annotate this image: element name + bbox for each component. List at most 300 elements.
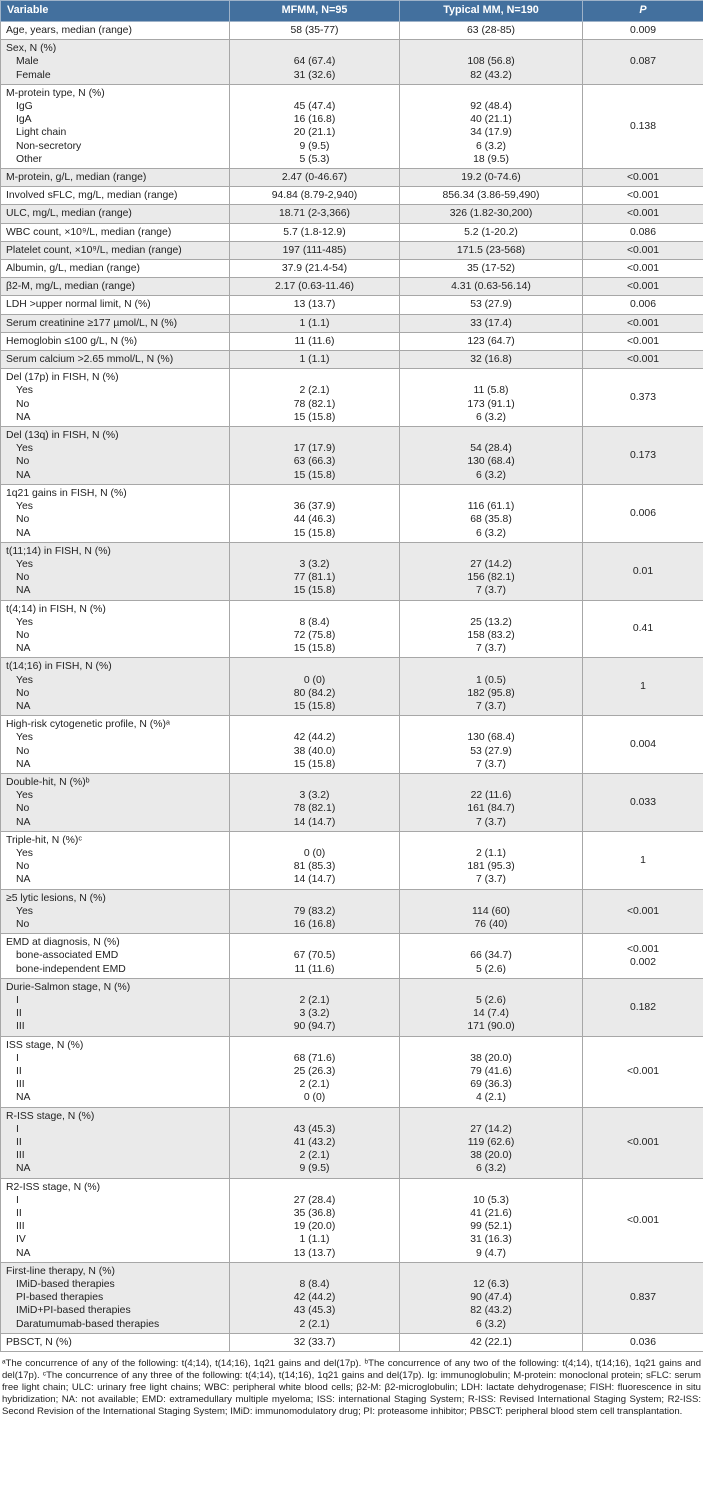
cell-value: 45 (47.4) — [293, 101, 336, 113]
typical-mm-cell — [400, 314, 583, 332]
column-header-p: P — [583, 1, 703, 22]
table-row — [1, 314, 703, 332]
cell-value: 25 (26.3) — [293, 1066, 336, 1078]
cell-value: 13 (13.7) — [293, 1247, 336, 1259]
typical-mm-cell — [400, 1178, 583, 1262]
spacer-line — [405, 371, 577, 384]
p-value: 0.009 — [629, 25, 656, 36]
spacer-line — [405, 42, 577, 55]
cell-value: 16 (16.8) — [293, 114, 336, 126]
cell-value: 38 (40.0) — [293, 745, 336, 757]
cell-value: 326 (1.82-30,200) — [449, 208, 533, 220]
mfmm-cell — [230, 1178, 400, 1262]
cell-value: 41 (21.6) — [470, 1208, 512, 1220]
spacer-line — [235, 1181, 394, 1194]
cell-value: 43 (45.3) — [293, 1123, 336, 1135]
variable-cell — [1, 934, 230, 979]
p-value-cell — [583, 1333, 703, 1351]
typical-mm-cell — [400, 205, 583, 223]
cell-value: 77 (81.1) — [293, 572, 336, 584]
cell-value: 3 (3.2) — [299, 1008, 330, 1020]
cell-value: 5.2 (1-20.2) — [464, 226, 518, 238]
cell-value: 12 (6.3) — [473, 1279, 509, 1291]
table-row — [1, 658, 703, 716]
variable-sub-item: Female — [16, 69, 51, 81]
variable-cell — [1, 1262, 230, 1333]
variable-label: ULC, mg/L, median (range) — [6, 208, 132, 220]
typical-mm-cell — [400, 773, 583, 831]
p-value: <0.001 — [626, 263, 660, 275]
variable-label: M-protein type, N (%) — [6, 87, 105, 99]
cell-value: 14 (14.7) — [293, 874, 336, 886]
table-row — [1, 187, 703, 205]
table-row — [1, 241, 703, 259]
cell-value: 20 (21.1) — [293, 127, 336, 139]
spacer-line — [235, 660, 394, 673]
spacer-line — [405, 1110, 577, 1123]
p-value: 0.006 — [629, 299, 656, 311]
cell-value: 2 (1.1) — [475, 847, 507, 859]
p-value: <0.001 — [626, 354, 660, 366]
variable-sub-item: Daratumumab-based therapies — [16, 1318, 160, 1330]
p-value: 0.006 — [629, 507, 656, 519]
p-value-cell — [583, 169, 703, 187]
variable-sub-item: Yes — [16, 501, 33, 513]
mfmm-cell — [230, 658, 400, 716]
cell-value: 54 (28.4) — [470, 443, 512, 455]
table-row — [1, 427, 703, 485]
mfmm-cell — [230, 169, 400, 187]
variable-sub-item: I — [16, 995, 19, 1006]
variable-cell — [1, 1107, 230, 1178]
typical-mm-cell — [400, 716, 583, 774]
cell-value: 171.5 (23-568) — [456, 244, 526, 256]
cell-value: 2.17 (0.63-11.46) — [275, 281, 354, 293]
variable-sub-item: No — [16, 803, 30, 815]
spacer-line — [405, 1181, 577, 1194]
cell-value: 63 (28-85) — [467, 25, 515, 36]
mfmm-cell — [230, 427, 400, 485]
typical-mm-cell — [400, 332, 583, 350]
cell-value: 18 (9.5) — [473, 153, 509, 165]
typical-mm-cell — [400, 427, 583, 485]
p-value: 0.837 — [629, 1292, 656, 1304]
table-row — [1, 260, 703, 278]
variable-sub-item: II — [16, 1008, 22, 1020]
cell-value: 15 (15.8) — [293, 700, 336, 712]
variable-label: Albumin, g/L, median (range) — [6, 263, 140, 275]
cell-value: 27 (14.2) — [470, 558, 512, 570]
typical-mm-cell — [400, 223, 583, 241]
mfmm-cell — [230, 600, 400, 658]
cell-value: 34 (17.9) — [470, 127, 512, 139]
p-value-cell — [583, 484, 703, 542]
variable-label: β2-M, mg/L, median (range) — [6, 281, 135, 293]
cell-value: 38 (20.0) — [470, 1150, 512, 1162]
cell-value: 66 (34.7) — [470, 950, 512, 962]
p-value: 0.033 — [629, 796, 656, 808]
variable-sub-item: No — [16, 398, 30, 410]
cell-value: 81 (85.3) — [293, 861, 336, 873]
cell-value: 79 (41.6) — [470, 1066, 512, 1078]
variable-sub-item: No — [16, 572, 30, 584]
variable-cell — [1, 1178, 230, 1262]
cell-value: 6 (3.2) — [475, 411, 507, 423]
cell-value: 8 (8.4) — [299, 1279, 330, 1291]
cell-value: 6 (3.2) — [475, 1318, 507, 1330]
variable-label: EMD at diagnosis, N (%) — [6, 937, 120, 949]
cell-value: 15 (15.8) — [293, 643, 336, 655]
variable-cell — [1, 351, 230, 369]
table-row — [1, 831, 703, 889]
cell-value: 7 (3.7) — [475, 700, 507, 712]
p-value: <0.001 — [626, 905, 660, 917]
spacer-line — [405, 487, 577, 500]
cell-value: 72 (75.8) — [293, 629, 336, 641]
variable-sub-item: NA — [16, 758, 31, 770]
spacer-line — [405, 660, 577, 673]
variable-sub-item: NA — [16, 527, 31, 539]
cell-value: 0 (0) — [303, 1092, 326, 1104]
spacer-line — [405, 776, 577, 789]
mfmm-cell — [230, 223, 400, 241]
p-value-cell — [583, 22, 703, 40]
variable-sub-item: No — [16, 687, 30, 699]
cell-value: 9 (9.5) — [299, 140, 330, 152]
cell-value: 5.7 (1.8-12.9) — [283, 226, 346, 238]
cell-value: 7 (3.7) — [475, 758, 507, 770]
variable-sub-item: Yes — [16, 732, 33, 744]
mfmm-cell — [230, 978, 400, 1036]
spacer-line — [235, 42, 394, 55]
typical-mm-cell — [400, 169, 583, 187]
mfmm-cell — [230, 241, 400, 259]
cell-value: 11 (11.6) — [294, 335, 335, 347]
cell-value: 4.31 (0.63-56.14) — [451, 281, 531, 293]
variable-label: Del (13q) in FISH, N (%) — [6, 430, 119, 442]
cell-value: 33 (17.4) — [470, 317, 512, 329]
typical-mm-cell — [400, 1333, 583, 1351]
cell-value: 161 (84.7) — [467, 803, 515, 815]
variable-sub-item: No — [16, 456, 30, 468]
typical-mm-cell — [400, 600, 583, 658]
p-value: 0.373 — [629, 392, 656, 404]
variable-label: ISS stage, N (%) — [6, 1039, 84, 1051]
spacer-line — [405, 834, 577, 847]
cell-value: 2.47 (0-46.67) — [281, 172, 348, 184]
table-row — [1, 978, 703, 1036]
variable-cell — [1, 369, 230, 427]
table-row — [1, 369, 703, 427]
cell-value: 1 (1.1) — [299, 317, 330, 329]
cell-value: 82 (43.2) — [470, 1305, 512, 1317]
cell-value: 18.71 (2-3,366) — [278, 208, 351, 220]
column-header-mfmm: MFMM, N=95 — [230, 1, 400, 22]
cell-value: 6 (3.2) — [475, 140, 507, 152]
p-value: <0.001 — [626, 1137, 660, 1149]
spacer-line — [235, 1110, 394, 1123]
variable-cell — [1, 1333, 230, 1351]
cell-value: 64 (67.4) — [293, 56, 336, 68]
cell-value: 158 (83.2) — [467, 629, 515, 641]
cell-value: 7 (3.7) — [475, 585, 507, 597]
p-value: 0.036 — [629, 1336, 656, 1348]
mfmm-cell — [230, 1262, 400, 1333]
cell-value: 15 (15.8) — [293, 469, 336, 481]
variable-sub-item: II — [16, 1137, 22, 1149]
p-value: 0.173 — [629, 449, 656, 461]
cell-value: 90 (94.7) — [293, 1021, 336, 1033]
variable-sub-item: IgA — [16, 114, 32, 126]
variable-sub-item: NA — [16, 585, 31, 597]
p-value: <0.001 — [626, 317, 660, 329]
table-row — [1, 223, 703, 241]
variable-cell — [1, 187, 230, 205]
variable-cell — [1, 658, 230, 716]
variable-sub-item: Yes — [16, 385, 33, 397]
typical-mm-cell — [400, 40, 583, 85]
spacer-line — [235, 545, 394, 558]
cell-value: 38 (20.0) — [470, 1052, 512, 1064]
variable-label: Del (17p) in FISH, N (%) — [6, 372, 119, 384]
mfmm-cell — [230, 296, 400, 314]
cell-value: 42 (44.2) — [293, 1292, 336, 1304]
typical-mm-cell — [400, 1262, 583, 1333]
variable-cell — [1, 205, 230, 223]
p-value-cell — [583, 332, 703, 350]
p-value: <0.001 — [626, 244, 660, 256]
cell-value: 10 (5.3) — [473, 1194, 509, 1206]
variable-sub-item: III — [16, 1079, 25, 1091]
cell-value: 2 (2.1) — [299, 385, 330, 397]
cell-value: 14 (14.7) — [293, 816, 336, 828]
cell-value: 13 (13.7) — [293, 299, 336, 311]
typical-mm-cell — [400, 542, 583, 600]
cell-value: 182 (95.8) — [467, 687, 515, 699]
mfmm-cell — [230, 484, 400, 542]
variable-label: Serum creatinine ≥177 µmol/L, N (%) — [6, 317, 178, 329]
p-value-cell — [583, 658, 703, 716]
variable-label: First-line therapy, N (%) — [6, 1265, 115, 1277]
table-row — [1, 278, 703, 296]
p-value: <0.001 — [626, 943, 660, 955]
variable-sub-item: NA — [16, 411, 31, 423]
variable-label: R-ISS stage, N (%) — [6, 1110, 95, 1122]
typical-mm-cell — [400, 84, 583, 168]
variable-sub-item: III — [16, 1221, 25, 1233]
column-header-variable: Variable — [1, 1, 230, 22]
p-value: 0.182 — [629, 1001, 656, 1013]
spacer-line — [235, 776, 394, 789]
cell-value: 114 (60) — [472, 905, 510, 917]
variable-label: M-protein, g/L, median (range) — [6, 172, 147, 184]
spacer-line — [235, 834, 394, 847]
variable-sub-item: PI-based therapies — [16, 1292, 104, 1304]
cell-value: 42 (22.1) — [470, 1336, 512, 1348]
variable-sub-item: NA — [16, 469, 31, 481]
spacer-line — [235, 87, 394, 100]
table-row — [1, 332, 703, 350]
p-value: 1 — [640, 681, 646, 693]
table-row — [1, 22, 703, 40]
spacer-line — [235, 429, 394, 442]
cell-value: 69 (36.3) — [470, 1079, 512, 1091]
cell-value: 31 (16.3) — [470, 1234, 512, 1246]
p-value: <0.001 — [626, 190, 660, 202]
typical-mm-cell — [400, 296, 583, 314]
variable-label: Age, years, median (range) — [6, 25, 132, 36]
variable-label: t(14;16) in FISH, N (%) — [6, 661, 112, 673]
variable-sub-item: No — [16, 745, 30, 757]
variable-cell — [1, 332, 230, 350]
variable-label: Triple-hit, N (%)ᶜ — [6, 834, 83, 846]
table-header-row — [1, 1, 703, 22]
typical-mm-cell — [400, 1107, 583, 1178]
table-row — [1, 600, 703, 658]
cell-value: 7 (3.7) — [475, 816, 507, 828]
cell-value: 6 (3.2) — [475, 1163, 507, 1175]
variable-sub-item: II — [16, 1208, 22, 1220]
typical-mm-cell — [400, 278, 583, 296]
p-value-cell — [583, 40, 703, 85]
cell-value: 17 (17.9) — [293, 443, 336, 455]
variable-label: Involved sFLC, mg/L, median (range) — [6, 190, 178, 202]
typical-mm-cell — [400, 22, 583, 40]
cell-value: 156 (82.1) — [467, 572, 515, 584]
cell-value: 1 (1.1) — [299, 1234, 330, 1246]
cell-value: 36 (37.9) — [293, 501, 336, 513]
p-value-cell — [583, 205, 703, 223]
variable-cell — [1, 260, 230, 278]
p-value: <0.001 — [626, 1214, 660, 1226]
cell-value: 78 (82.1) — [293, 803, 336, 815]
variable-cell — [1, 831, 230, 889]
variable-sub-item: No — [16, 861, 30, 873]
cell-value: 68 (35.8) — [470, 514, 512, 526]
cell-value: 15 (15.8) — [293, 585, 336, 597]
cell-value: 11 (11.6) — [294, 963, 335, 975]
cell-value: 41 (43.2) — [293, 1137, 336, 1149]
variable-sub-item: NA — [16, 874, 31, 886]
p-value-cell — [583, 542, 703, 600]
spacer-line — [405, 718, 577, 731]
variable-label: Serum calcium >2.65 mmol/L, N (%) — [6, 354, 174, 366]
variable-sub-item: Yes — [16, 674, 33, 686]
mfmm-cell — [230, 187, 400, 205]
variable-cell — [1, 427, 230, 485]
variable-cell — [1, 84, 230, 168]
cell-value: 9 (4.7) — [475, 1247, 507, 1259]
mfmm-cell — [230, 205, 400, 223]
cell-value: 53 (27.9) — [470, 299, 512, 311]
cell-value: 53 (27.9) — [470, 745, 512, 757]
table-row — [1, 484, 703, 542]
cell-value: 19 (20.0) — [293, 1221, 336, 1233]
cell-value: 19.2 (0-74.6) — [461, 172, 521, 184]
variable-cell — [1, 716, 230, 774]
variable-cell — [1, 223, 230, 241]
cell-value: 14 (7.4) — [473, 1008, 509, 1020]
p-value-cell — [583, 260, 703, 278]
typical-mm-cell — [400, 187, 583, 205]
variable-sub-item: bone-associated EMD — [16, 950, 119, 962]
p-value-cell — [583, 934, 703, 979]
cell-value: 15 (15.8) — [293, 527, 336, 539]
variable-cell — [1, 169, 230, 187]
cell-value: 123 (64.7) — [467, 335, 515, 347]
cell-value: 116 (61.1) — [467, 501, 515, 513]
variable-label: Hemoglobin ≤100 g/L, N (%) — [6, 335, 138, 347]
p-value: <0.001 — [626, 1066, 660, 1078]
p-value-cell — [583, 296, 703, 314]
table-row — [1, 169, 703, 187]
p-value-cell — [583, 241, 703, 259]
variable-sub-item: bone-independent EMD — [16, 963, 126, 975]
variable-label: ≥5 lytic lesions, N (%) — [6, 892, 106, 904]
typical-mm-cell — [400, 260, 583, 278]
variable-sub-item: IMiD+PI-based therapies — [16, 1305, 131, 1317]
cell-value: 67 (70.5) — [293, 950, 336, 962]
p-value: <0.001 — [626, 335, 660, 347]
spacer-line — [405, 1265, 577, 1278]
mfmm-cell — [230, 40, 400, 85]
cell-value: 108 (56.8) — [467, 56, 515, 68]
mfmm-cell — [230, 1333, 400, 1351]
cell-value: 43 (45.3) — [293, 1305, 336, 1317]
mfmm-cell — [230, 22, 400, 40]
variable-sub-item: NA — [16, 1163, 31, 1175]
mfmm-cell — [230, 84, 400, 168]
variable-cell — [1, 889, 230, 934]
p-value: <0.001 — [626, 281, 660, 293]
p-value: 0.41 — [632, 623, 654, 635]
cell-value: 99 (52.1) — [470, 1221, 512, 1233]
mfmm-cell — [230, 351, 400, 369]
variable-cell — [1, 1036, 230, 1107]
column-header-typical-mm: Typical MM, N=190 — [400, 1, 583, 22]
p-value-cell — [583, 889, 703, 934]
cell-value: 6 (3.2) — [475, 527, 507, 539]
variable-sub-item: No — [16, 629, 30, 641]
p-value: <0.001 — [626, 208, 660, 220]
cell-value: 119 (62.6) — [467, 1137, 515, 1149]
spacer-line — [405, 87, 577, 100]
variable-sub-item: Other — [16, 153, 42, 165]
cell-value: 27 (28.4) — [293, 1194, 336, 1206]
spacer-line — [235, 371, 394, 384]
cell-value: 78 (82.1) — [293, 398, 336, 410]
variable-cell — [1, 241, 230, 259]
spacer-line — [235, 892, 394, 905]
cell-value: 82 (43.2) — [470, 69, 512, 81]
variable-sub-item: II — [16, 1066, 22, 1078]
p-value: 1 — [640, 854, 646, 866]
spacer-line — [405, 892, 577, 905]
mfmm-cell — [230, 278, 400, 296]
p-value-cell — [583, 1178, 703, 1262]
table-row — [1, 1036, 703, 1107]
cell-value: 35 (17-52) — [467, 263, 515, 275]
spacer-line — [235, 718, 394, 731]
p-value-cell — [583, 223, 703, 241]
table-row — [1, 773, 703, 831]
variable-sub-item: I — [16, 1052, 19, 1064]
table-row — [1, 351, 703, 369]
typical-mm-cell — [400, 934, 583, 979]
cell-value: 11 (5.8) — [473, 385, 509, 397]
table-row — [1, 205, 703, 223]
cell-value: 22 (11.6) — [470, 790, 512, 802]
